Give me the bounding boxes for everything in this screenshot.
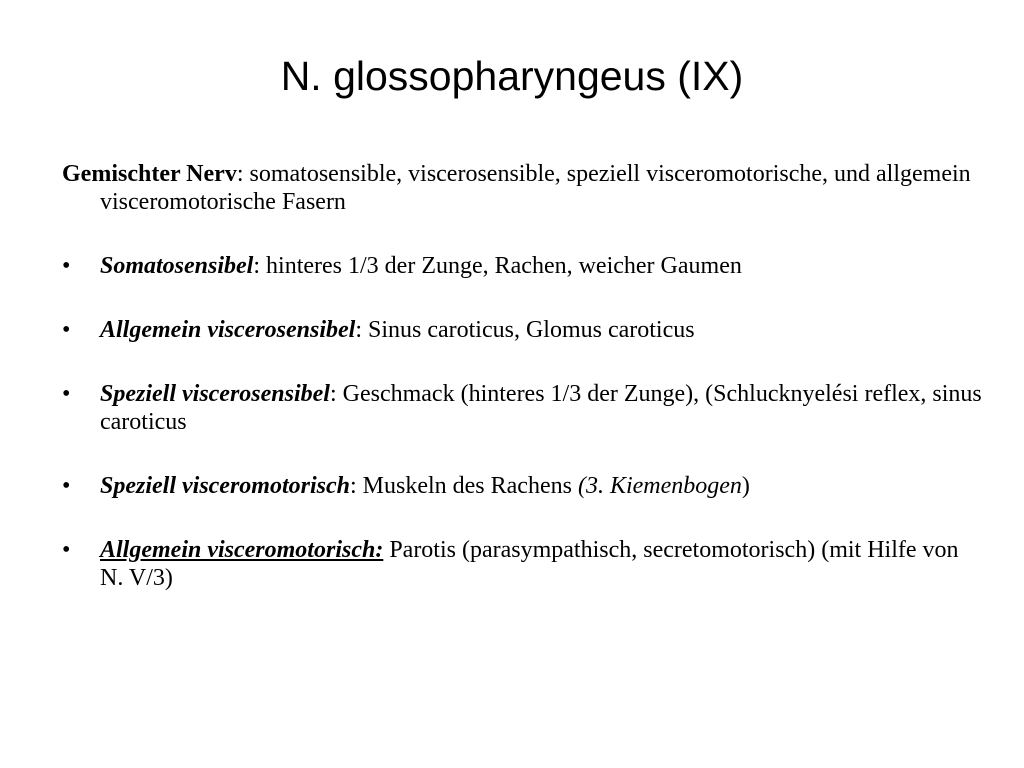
bullet-allgemein-viscerosensibel [62, 316, 982, 344]
bullet-somatosensibel [62, 252, 982, 280]
slide-body [62, 160, 982, 628]
slide-title: N. glossopharyngeus (IX) [280, 53, 744, 99]
bullet-term: Speziell visceromotorisch [100, 473, 350, 499]
bullet-term: Speziell viscerosensibel [100, 381, 330, 407]
bullet-text: : hinteres 1/3 der Zunge, Rachen, weicher Gaumen [253, 253, 742, 279]
bullet-dot-icon: • [62, 537, 71, 563]
bullet-dot-icon: • [62, 317, 71, 343]
bullet-speziell-viscerosensibel [62, 380, 982, 436]
bullet-text: Parotis (parasympathisch, secretomotorisch) (mit Hilfe von N. V/3) [100, 537, 959, 591]
bullet-dot-icon: • [62, 253, 71, 279]
intro-paragraph [62, 160, 982, 216]
intro-term: Gemischter Nerv [62, 161, 237, 187]
bullet-closing-paren: ) [741, 473, 750, 499]
bullet-dot-icon: • [62, 473, 71, 499]
bullet-allgemein-visceromotorisch [62, 536, 982, 592]
bullet-text: : Muskeln des Rachens [349, 473, 578, 499]
bullet-text: : Geschmack (hinteres 1/3 der Zunge), (Schlucknyelési reflex, sinus caroticus [100, 381, 982, 435]
bullet-term: Allgemein viscerosensibel [100, 317, 356, 343]
bullet-text: : Sinus caroticus, Glomus caroticus [355, 317, 695, 343]
bullet-dot-icon: • [62, 381, 71, 407]
bullet-term: Somatosensibel [100, 253, 254, 279]
bullet-speziell-visceromotorisch [62, 472, 982, 500]
intro-text: : somatosensible, viscerosensible, speziell visceromotorische, und allgemein visceromotorische Fasern [100, 161, 971, 215]
bullet-italic-note: (3. Kiemenbogen [577, 473, 742, 499]
bullet-term: Allgemein visceromotorisch: [100, 537, 384, 563]
